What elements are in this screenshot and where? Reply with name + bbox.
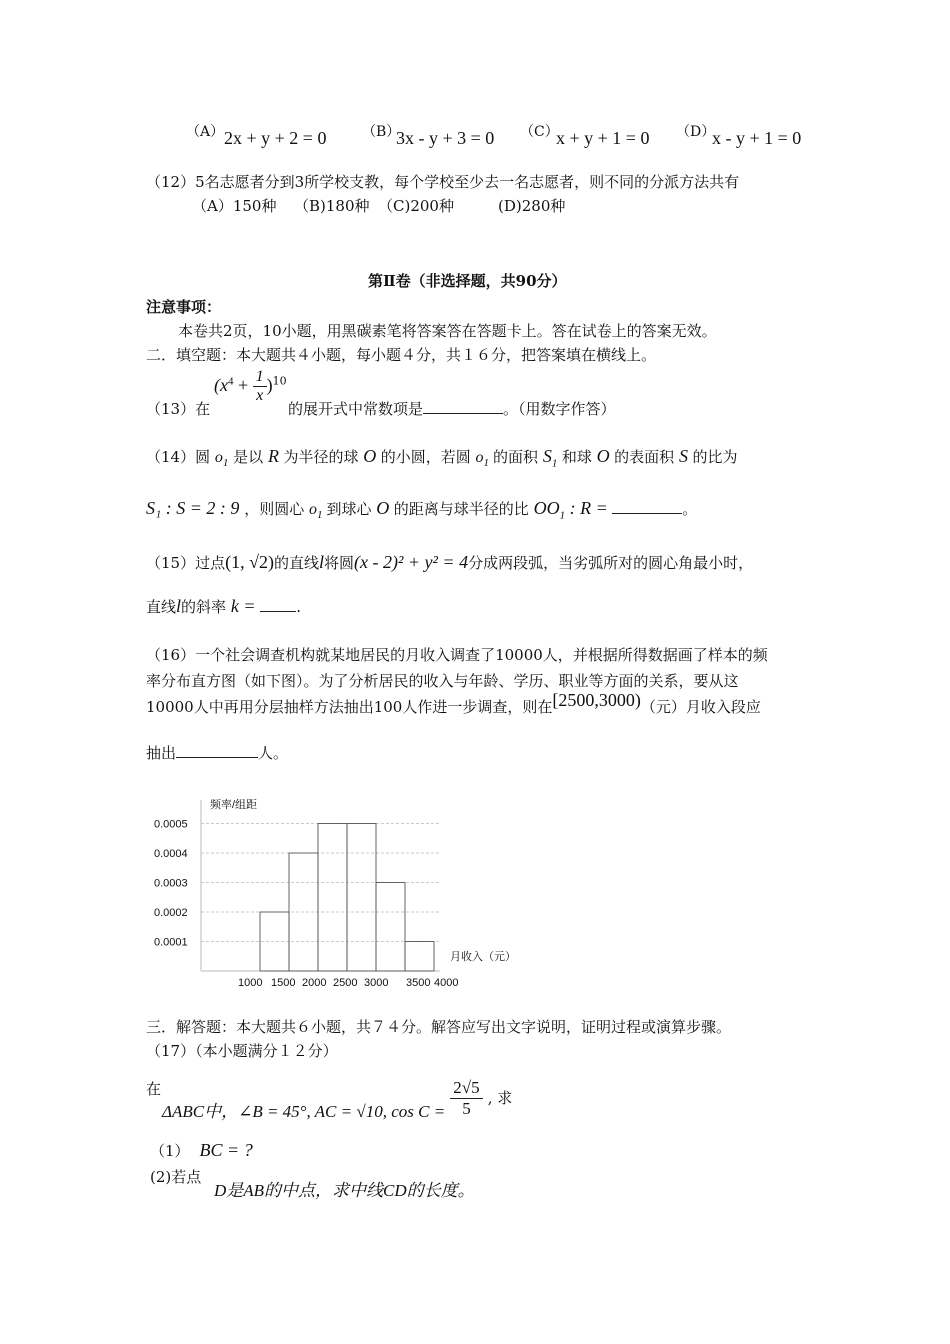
q12-option-b: （B)180种 — [294, 197, 370, 215]
q13-inner-exp: 4 — [227, 375, 234, 388]
y-tick-label: 0.0001 — [154, 936, 188, 949]
q17-ask: , 求 — [487, 1089, 513, 1107]
q12-option-c: （C)200种 — [378, 197, 454, 215]
q11-option-b-expr: 3x - y + 3 = 0 — [396, 128, 495, 148]
q13-suffix: 的展开式中常数项是 。（用数字作答） — [288, 400, 616, 418]
y-tick-label: 0.0003 — [154, 877, 188, 890]
fill-intro: 二．填空题：本大题共４小题，每小题４分，共１６分，把答案填在横线上。 — [146, 346, 657, 364]
histogram-bar — [347, 824, 376, 972]
q12-option-a: （A）150种 — [192, 197, 277, 215]
q14-answer-blank[interactable] — [612, 505, 682, 514]
q11-option-d-label: （D） — [676, 124, 716, 140]
q16-line2: 率分布直方图（如下图）。为了分析居民的收入与年龄、学历、职业等方面的关系，要从这 — [146, 672, 739, 690]
q15-line2: 直线l的斜率 k = . — [146, 596, 302, 616]
q13-outer-exp: 10 — [272, 374, 287, 388]
q13-frac-num: 1 — [253, 368, 267, 387]
y-axis-label: 频率/组距 — [210, 799, 258, 811]
q17-frac-num: 2√5 — [450, 1078, 482, 1099]
q11-option-b-label: （B） — [362, 124, 401, 140]
q13-answer-blank[interactable] — [423, 399, 503, 414]
q13-prefix: （13）在 — [146, 400, 211, 418]
q16-line3: 10000人中再用分层抽样方法抽出100人作进一步调查，则在[2500,3000)（元）月收入段应 — [146, 690, 761, 716]
histogram-chart — [140, 790, 540, 995]
q16-line1: （16）一个社会调查机构就某地居民的月收入调查了10000人，并根据所得数据画了样本的频 — [146, 646, 768, 664]
q17-lead: 在 — [146, 1080, 162, 1098]
section3-intro: 三．解答题：本大题共６小题，共７４分。解答应写出文字说明，证明过程或演算步骤。 — [146, 1018, 732, 1036]
x-tick-label: 3500 — [406, 977, 431, 989]
q14-line1: （14）圆 $o_1$ 是以 R 为半径的球 O 的小圆，若圆 $o_1$ 的面积 $S_1$ 和球 O 的表面积 S 的比为 — [146, 446, 738, 470]
x-tick-label: 2500 — [333, 977, 358, 989]
q17-sub2-text: D是AB的中点，求中线CD的长度。 — [214, 1181, 475, 1200]
q17-sub1: （1） BC = ? — [150, 1140, 253, 1160]
q17-sub2-label: (2)若点 — [150, 1168, 202, 1186]
section2-title: 第Ⅱ卷（非选择题，共90分） — [368, 272, 567, 290]
histogram-bar — [318, 824, 347, 972]
y-tick-label: 0.0002 — [154, 907, 188, 919]
q14-ratio: S₁ : S = 2 : 9 — [146, 498, 240, 518]
histogram-bar — [260, 912, 289, 971]
q14-line2: S₁ : S = 2 : 9 ，则圆心 $o_1$ 到球心 O 的距离与球半径的比 $OO_1$ : R = 。 — [146, 498, 698, 522]
q13-frac-den: x — [256, 387, 264, 404]
notice-body: 本卷共2页，10小题，用黑碳素笔将答案答在答题卡上。答在试卷上的答案无效。 — [178, 322, 717, 340]
q11-option-c-expr: x + y + 1 = 0 — [556, 128, 650, 148]
q11-option-c-label: （C） — [520, 124, 559, 140]
y-tick-label: 0.0005 — [154, 818, 188, 831]
histogram-bar — [376, 883, 405, 972]
x-tick-label: 3000 — [364, 977, 389, 989]
x-tick-label: 1000 — [238, 977, 263, 989]
q11-option-a-expr: 2x + y + 2 = 0 — [224, 128, 327, 148]
q13-base: (x — [214, 375, 228, 395]
q13-expression: ($x^4$ + $\frac{1}{x}$ )$^{10}$ — [214, 368, 287, 404]
q12-text: （12）5名志愿者分到3所学校支教，每个学校至少去一名志愿者，则不同的分派方法共有 — [146, 173, 740, 191]
q11-option-a-label: （A） — [186, 124, 225, 140]
q11-option-d-expr: x - y + 1 = 0 — [712, 128, 802, 148]
q15-point: (1, √2) — [225, 552, 274, 572]
x-tick-label: 4000 — [434, 977, 459, 989]
q17-given: ΔABC中，∠B = 45°, AC = √10, cos C = $\frac{2√5}{5}$ , 求 — [162, 1078, 513, 1121]
notice-title: 注意事项： — [146, 298, 222, 316]
x-axis-label: 月收入（元） — [450, 951, 516, 963]
q12-option-d: (D)280种 — [498, 197, 566, 215]
q17-frac-den: 5 — [462, 1099, 471, 1118]
y-tick-label: 0.0004 — [154, 848, 188, 860]
q15-answer-blank[interactable] — [260, 597, 296, 612]
q16-answer-blank[interactable] — [176, 743, 258, 758]
x-tick-label: 1500 — [271, 977, 296, 989]
histogram-bar — [405, 942, 434, 972]
x-tick-label: 2000 — [302, 977, 327, 989]
q15-circle: (x - 2)² + y² = 4 — [354, 552, 469, 572]
q17-head: （17）（本小题满分１２分） — [146, 1042, 338, 1060]
q16-line4: 抽出 人。 — [146, 744, 289, 762]
q16-interval: [2500,3000) — [552, 690, 641, 710]
q15-line1: （15）过点(1, √2)的直线l将圆(x - 2)² + y² = 4分成两段弧，当劣弧所对的圆心角最小时， — [146, 552, 754, 572]
